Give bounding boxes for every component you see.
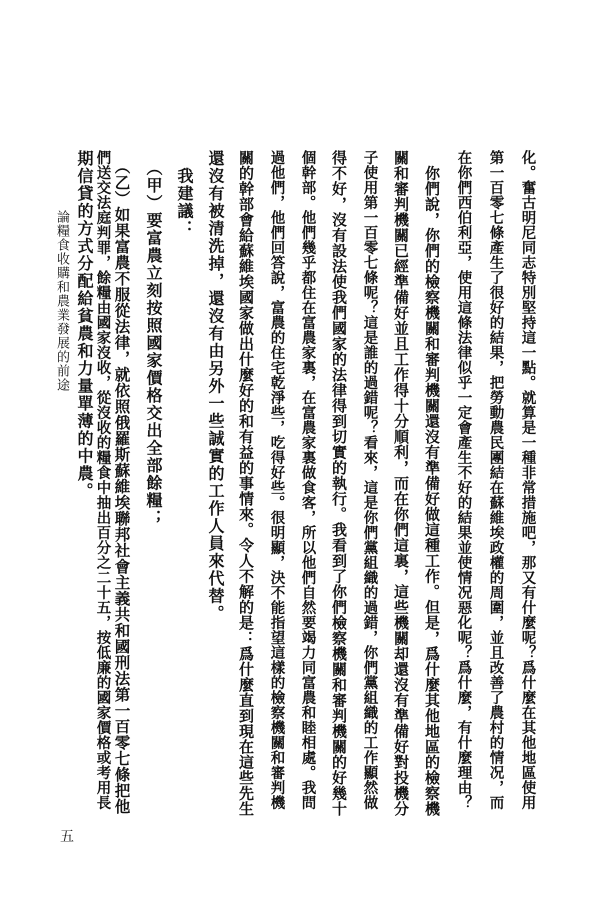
text-column-10: 關的幹部會給蘇維埃國家做出什麼好的和有益的事情來。令人不解的是：爲什麼直到現在這些先生 bbox=[237, 150, 255, 817]
text-column-8: 個幹部。他們幾乎都住在富農家裏，在富農家裏做食客，所以他們自然要竭力同富農和睦相處。我問 bbox=[299, 150, 317, 810]
text-column-6: 子使用第一百零七條呢？這是誰的過錯呢？看來，這是你們黨組織的過錯，你們黨組織的工作顯然做 bbox=[361, 150, 379, 810]
text-column-11: 還沒有被清洗掉，還沒有由另外一些誠實的工作人員來代替。 bbox=[206, 150, 225, 623]
text-column-1: 化。奮古明尼同志特別堅持這一點。就算是一種非常措施吧，那又有什麼呢？爲什麼在其他地區使用 bbox=[519, 150, 537, 810]
text-column-4: 你們說，你們的檢察機關和審判機關還沒有準備好做這種工作。但是，爲什麼其他地區的檢察機 bbox=[423, 150, 441, 817]
text-column-3: 在你們西伯利亞，使用這條法律似乎一定會產生不好的結果並使情况惡化呢？爲什麼，有什麼理由？ bbox=[455, 150, 473, 810]
running-head: 論糧食收購和農業發展的前途 bbox=[54, 210, 69, 392]
text-column-12: 我建議： bbox=[175, 150, 194, 238]
page-number: 五 bbox=[60, 829, 74, 845]
text-column-7: 得不好，沒有設法使我們國家的法律得到切實的執行。我看到了你們檢察機關和審判機關的好幾十 bbox=[330, 150, 348, 817]
text-column-16: 期信貸的方式分配給貧農和力量單薄的中農。 bbox=[75, 150, 94, 500]
text-column-13: （甲）要富農立刻按照國家價格交出全部餘糧； bbox=[144, 150, 163, 527]
text-column-2: 第一百零七條產生了很好的結果，把勞動農民團結在蘇維埃政權的周圍，並且改善了農村的情况，而 bbox=[487, 150, 505, 810]
text-column-14: （乙）如果富農不服從法律，就依照俄羅斯蘇維埃聯邦社會主義共和國刑法第一百零七條把他 bbox=[112, 150, 132, 815]
text-column-5: 關和審判機關已經準備好並且工作得十分順利，而在你們這裏，這些機關却還沒有準備好對投機分 bbox=[392, 150, 410, 817]
text-column-15: 們送交法庭判罪，餘糧由國家沒收，從沒收的糧食中抽出百分之二十五，按低廉的國家價格或考用長 bbox=[94, 150, 112, 810]
text-column-9: 過他們，他們回答說，富農的住宅乾淨些，吃得好些。很明顯，決不能指望這樣的檢察機關和審判機 bbox=[268, 150, 286, 810]
